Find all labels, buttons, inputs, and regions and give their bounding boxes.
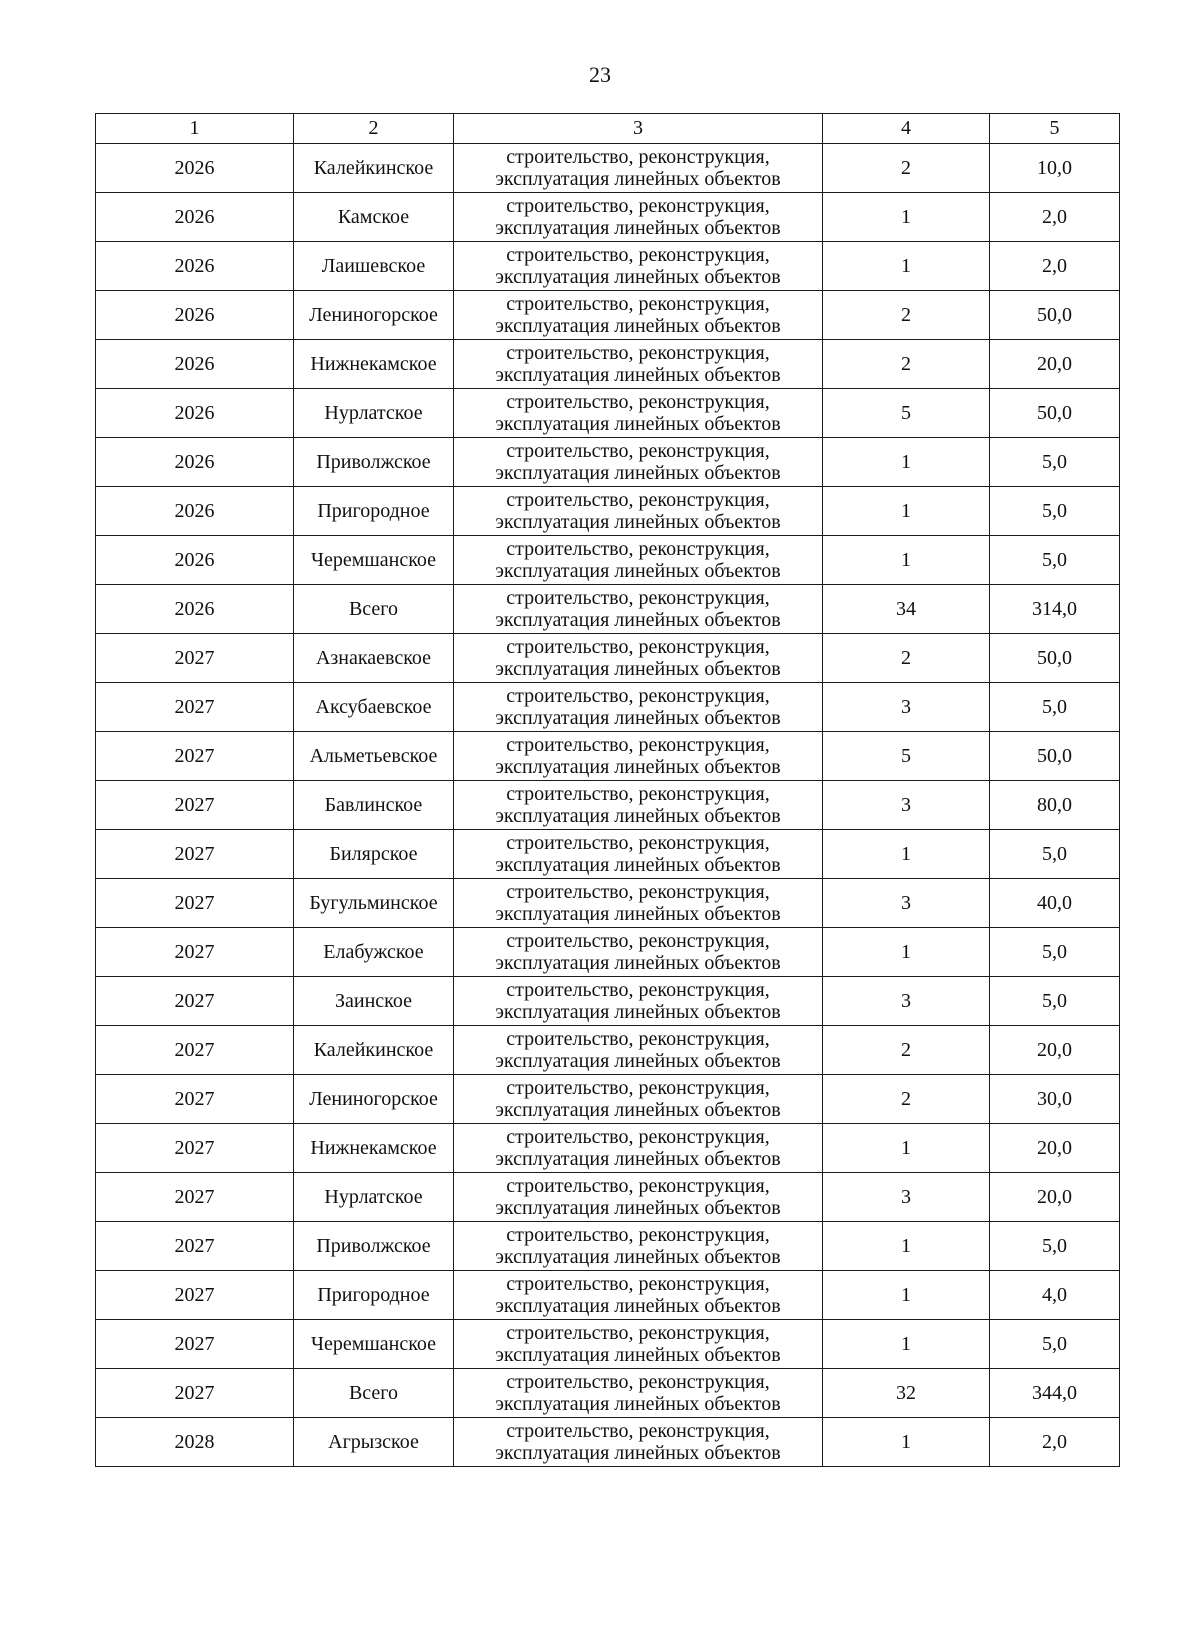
table-row [96, 144, 1120, 193]
work-type-line: строительство, реконструкция, [506, 1126, 770, 1148]
work-type-cell [454, 1369, 823, 1418]
district-cell: Приволжское [294, 1222, 454, 1271]
district-cell: Черемшанское [294, 536, 454, 585]
work-type-line: эксплуатация линейных объектов [495, 364, 781, 386]
work-type-cell [454, 193, 823, 242]
work-type-line: строительство, реконструкция, [506, 1420, 770, 1442]
year-cell: 2027 [96, 1124, 294, 1173]
district-cell: Елабужское [294, 928, 454, 977]
district-cell: Приволжское [294, 438, 454, 487]
year-cell: 2027 [96, 1075, 294, 1124]
work-type-cell [454, 1271, 823, 1320]
work-type-cell [454, 1075, 823, 1124]
count-cell: 3 [823, 977, 990, 1026]
count-cell: 1 [823, 193, 990, 242]
count-cell: 3 [823, 781, 990, 830]
table-row [96, 1222, 1120, 1271]
work-type-cell [454, 830, 823, 879]
work-type-line: строительство, реконструкция, [506, 636, 770, 658]
value-cell: 50,0 [990, 291, 1120, 340]
district-cell: Нижнекамское [294, 1124, 454, 1173]
value-cell: 20,0 [990, 1173, 1120, 1222]
table-row [96, 487, 1120, 536]
work-type-line: строительство, реконструкция, [506, 1273, 770, 1295]
work-type-line: эксплуатация линейных объектов [495, 707, 781, 729]
count-cell: 3 [823, 879, 990, 928]
value-cell: 5,0 [990, 928, 1120, 977]
table-row [96, 879, 1120, 928]
count-cell: 3 [823, 683, 990, 732]
district-cell: Билярское [294, 830, 454, 879]
count-cell: 2 [823, 291, 990, 340]
year-cell: 2027 [96, 1222, 294, 1271]
work-type-line: эксплуатация линейных объектов [495, 217, 781, 239]
year-cell: 2026 [96, 291, 294, 340]
work-type-line: эксплуатация линейных объектов [495, 168, 781, 190]
count-cell: 2 [823, 340, 990, 389]
value-cell: 10,0 [990, 144, 1120, 193]
work-type-cell [454, 144, 823, 193]
work-type-line: эксплуатация линейных объектов [495, 462, 781, 484]
district-cell: Всего [294, 1369, 454, 1418]
column-header-5: 5 [990, 114, 1120, 144]
table-row [96, 536, 1120, 585]
district-cell: Камское [294, 193, 454, 242]
year-cell: 2026 [96, 242, 294, 291]
work-type-cell [454, 487, 823, 536]
work-type-line: строительство, реконструкция, [506, 979, 770, 1001]
count-cell: 32 [823, 1369, 990, 1418]
work-type-cell [454, 1222, 823, 1271]
district-cell: Пригородное [294, 1271, 454, 1320]
value-cell: 5,0 [990, 977, 1120, 1026]
table-row [96, 389, 1120, 438]
year-cell: 2027 [96, 634, 294, 683]
work-type-cell [454, 1173, 823, 1222]
work-type-line: эксплуатация линейных объектов [495, 952, 781, 974]
work-type-line: эксплуатация линейных объектов [495, 560, 781, 582]
work-type-line: строительство, реконструкция, [506, 1224, 770, 1246]
work-type-line: строительство, реконструкция, [506, 587, 770, 609]
count-cell: 1 [823, 1124, 990, 1173]
work-type-line: строительство, реконструкция, [506, 538, 770, 560]
district-cell: Заинское [294, 977, 454, 1026]
district-cell: Лаишевское [294, 242, 454, 291]
count-cell: 1 [823, 1320, 990, 1369]
table-row [96, 1026, 1120, 1075]
table-row [96, 1418, 1120, 1467]
table-row [96, 1075, 1120, 1124]
work-type-line: эксплуатация линейных объектов [495, 658, 781, 680]
count-cell: 1 [823, 536, 990, 585]
year-cell: 2027 [96, 928, 294, 977]
count-cell: 2 [823, 1026, 990, 1075]
table-header [96, 114, 1120, 144]
work-type-line: эксплуатация линейных объектов [495, 266, 781, 288]
work-type-cell [454, 536, 823, 585]
work-type-line: эксплуатация линейных объектов [495, 1442, 781, 1464]
work-type-line: эксплуатация линейных объектов [495, 413, 781, 435]
year-cell: 2026 [96, 536, 294, 585]
table-row [96, 340, 1120, 389]
year-cell: 2027 [96, 879, 294, 928]
value-cell: 5,0 [990, 1320, 1120, 1369]
count-cell: 1 [823, 928, 990, 977]
value-cell: 80,0 [990, 781, 1120, 830]
district-cell: Нижнекамское [294, 340, 454, 389]
year-cell: 2026 [96, 389, 294, 438]
district-cell: Альметьевское [294, 732, 454, 781]
value-cell: 30,0 [990, 1075, 1120, 1124]
table-header-row [96, 114, 1120, 144]
column-header-2: 2 [294, 114, 454, 144]
count-cell: 2 [823, 144, 990, 193]
work-type-cell [454, 732, 823, 781]
work-type-line: эксплуатация линейных объектов [495, 805, 781, 827]
work-type-cell [454, 438, 823, 487]
table-row [96, 634, 1120, 683]
work-type-line: строительство, реконструкция, [506, 930, 770, 952]
table-row [96, 683, 1120, 732]
work-type-cell [454, 634, 823, 683]
district-cell: Бугульминское [294, 879, 454, 928]
value-cell: 50,0 [990, 634, 1120, 683]
district-cell: Калейкинское [294, 144, 454, 193]
value-cell: 344,0 [990, 1369, 1120, 1418]
work-type-line: строительство, реконструкция, [506, 1175, 770, 1197]
work-type-line: эксплуатация линейных объектов [495, 1099, 781, 1121]
count-cell: 1 [823, 242, 990, 291]
work-type-cell [454, 389, 823, 438]
work-type-line: эксплуатация линейных объектов [495, 1246, 781, 1268]
work-type-line: строительство, реконструкция, [506, 783, 770, 805]
work-type-cell [454, 242, 823, 291]
work-type-line: строительство, реконструкция, [506, 832, 770, 854]
year-cell: 2026 [96, 340, 294, 389]
work-type-line: строительство, реконструкция, [506, 489, 770, 511]
year-cell: 2027 [96, 1320, 294, 1369]
work-type-cell [454, 1320, 823, 1369]
work-type-line: строительство, реконструкция, [506, 734, 770, 756]
value-cell: 5,0 [990, 830, 1120, 879]
district-cell: Нурлатское [294, 1173, 454, 1222]
count-cell: 1 [823, 1271, 990, 1320]
district-cell: Пригородное [294, 487, 454, 536]
count-cell: 1 [823, 487, 990, 536]
count-cell: 34 [823, 585, 990, 634]
work-type-cell [454, 977, 823, 1026]
year-cell: 2027 [96, 1026, 294, 1075]
value-cell: 50,0 [990, 389, 1120, 438]
year-cell: 2026 [96, 487, 294, 536]
value-cell: 4,0 [990, 1271, 1120, 1320]
work-type-line: эксплуатация линейных объектов [495, 1050, 781, 1072]
count-cell: 1 [823, 1418, 990, 1467]
year-cell: 2027 [96, 1369, 294, 1418]
work-type-line: строительство, реконструкция, [506, 293, 770, 315]
work-type-cell [454, 879, 823, 928]
value-cell: 2,0 [990, 1418, 1120, 1467]
work-type-cell [454, 1026, 823, 1075]
district-cell: Всего [294, 585, 454, 634]
table-row [96, 1124, 1120, 1173]
work-type-line: эксплуатация линейных объектов [495, 854, 781, 876]
work-type-line: строительство, реконструкция, [506, 342, 770, 364]
table-row [96, 438, 1120, 487]
year-cell: 2027 [96, 1271, 294, 1320]
work-type-cell [454, 928, 823, 977]
work-type-cell [454, 585, 823, 634]
work-type-line: строительство, реконструкция, [506, 391, 770, 413]
table-row [96, 1369, 1120, 1418]
district-cell: Нурлатское [294, 389, 454, 438]
table-row [96, 1271, 1120, 1320]
work-type-cell [454, 781, 823, 830]
data-table [95, 113, 1120, 1467]
value-cell: 20,0 [990, 1026, 1120, 1075]
work-type-line: эксплуатация линейных объектов [495, 1148, 781, 1170]
year-cell: 2028 [96, 1418, 294, 1467]
work-type-line: эксплуатация линейных объектов [495, 609, 781, 631]
value-cell: 50,0 [990, 732, 1120, 781]
district-cell: Бавлинское [294, 781, 454, 830]
table-body [96, 144, 1120, 1467]
work-type-line: строительство, реконструкция, [506, 244, 770, 266]
count-cell: 5 [823, 732, 990, 781]
year-cell: 2026 [96, 193, 294, 242]
table-row [96, 585, 1120, 634]
page-number: 23 [589, 62, 611, 87]
value-cell: 5,0 [990, 1222, 1120, 1271]
work-type-line: строительство, реконструкция, [506, 1371, 770, 1393]
value-cell: 5,0 [990, 487, 1120, 536]
value-cell: 20,0 [990, 1124, 1120, 1173]
year-cell: 2027 [96, 781, 294, 830]
value-cell: 20,0 [990, 340, 1120, 389]
table-row [96, 732, 1120, 781]
year-cell: 2027 [96, 732, 294, 781]
value-cell: 5,0 [990, 683, 1120, 732]
work-type-cell [454, 1418, 823, 1467]
work-type-line: строительство, реконструкция, [506, 440, 770, 462]
work-type-line: эксплуатация линейных объектов [495, 1197, 781, 1219]
column-header-4: 4 [823, 114, 990, 144]
column-header-3: 3 [454, 114, 823, 144]
table-row [96, 830, 1120, 879]
district-cell: Агрызское [294, 1418, 454, 1467]
count-cell: 1 [823, 1222, 990, 1271]
value-cell: 40,0 [990, 879, 1120, 928]
district-cell: Калейкинское [294, 1026, 454, 1075]
work-type-line: эксплуатация линейных объектов [495, 903, 781, 925]
work-type-line: строительство, реконструкция, [506, 146, 770, 168]
table-row [96, 291, 1120, 340]
year-cell: 2027 [96, 830, 294, 879]
table-row [96, 1320, 1120, 1369]
year-cell: 2026 [96, 585, 294, 634]
work-type-line: эксплуатация линейных объектов [495, 511, 781, 533]
year-cell: 2027 [96, 1173, 294, 1222]
work-type-line: строительство, реконструкция, [506, 685, 770, 707]
work-type-line: эксплуатация линейных объектов [495, 1001, 781, 1023]
district-cell: Черемшанское [294, 1320, 454, 1369]
year-cell: 2026 [96, 144, 294, 193]
year-cell: 2027 [96, 977, 294, 1026]
value-cell: 2,0 [990, 242, 1120, 291]
work-type-line: строительство, реконструкция, [506, 1077, 770, 1099]
count-cell: 1 [823, 830, 990, 879]
count-cell: 2 [823, 634, 990, 683]
value-cell: 2,0 [990, 193, 1120, 242]
work-type-line: строительство, реконструкция, [506, 195, 770, 217]
district-cell: Лениногорское [294, 1075, 454, 1124]
table-row [96, 1173, 1120, 1222]
column-header-1: 1 [96, 114, 294, 144]
work-type-cell [454, 683, 823, 732]
work-type-line: эксплуатация линейных объектов [495, 756, 781, 778]
table-row [96, 928, 1120, 977]
district-cell: Азнакаевское [294, 634, 454, 683]
table-row [96, 977, 1120, 1026]
work-type-line: эксплуатация линейных объектов [495, 315, 781, 337]
year-cell: 2027 [96, 683, 294, 732]
work-type-line: эксплуатация линейных объектов [495, 1344, 781, 1366]
work-type-cell [454, 1124, 823, 1173]
work-type-line: эксплуатация линейных объектов [495, 1295, 781, 1317]
district-cell: Лениногорское [294, 291, 454, 340]
table-row [96, 242, 1120, 291]
work-type-line: строительство, реконструкция, [506, 881, 770, 903]
value-cell: 5,0 [990, 438, 1120, 487]
value-cell: 5,0 [990, 536, 1120, 585]
table-row [96, 193, 1120, 242]
year-cell: 2026 [96, 438, 294, 487]
work-type-line: строительство, реконструкция, [506, 1322, 770, 1344]
count-cell: 5 [823, 389, 990, 438]
value-cell: 314,0 [990, 585, 1120, 634]
work-type-cell [454, 340, 823, 389]
count-cell: 2 [823, 1075, 990, 1124]
work-type-line: строительство, реконструкция, [506, 1028, 770, 1050]
count-cell: 3 [823, 1173, 990, 1222]
count-cell: 1 [823, 438, 990, 487]
work-type-cell [454, 291, 823, 340]
district-cell: Аксубаевское [294, 683, 454, 732]
table-row [96, 781, 1120, 830]
work-type-line: эксплуатация линейных объектов [495, 1393, 781, 1415]
